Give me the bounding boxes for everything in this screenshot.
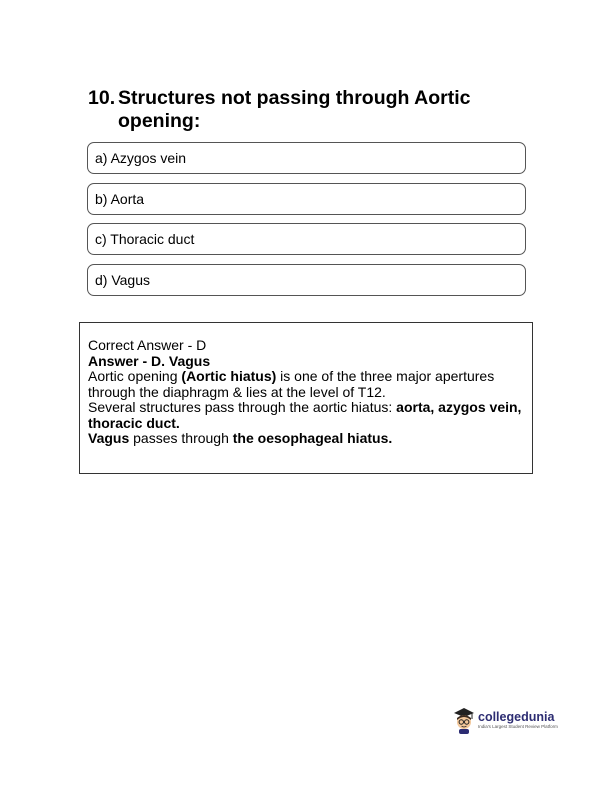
explanation-bold: the oesophageal hiatus. bbox=[232, 430, 393, 446]
correct-answer-line: Correct Answer - D bbox=[88, 337, 207, 353]
answer-heading: Answer - D. Vagus bbox=[88, 352, 211, 369]
logo-text bbox=[478, 710, 558, 730]
explanation-text: is one of the three major apertures through the diaphragm & lies at the level of T12. bbox=[88, 368, 495, 400]
question-number: 10. bbox=[88, 87, 116, 109]
explanation-bold: aorta, azygos vein, thoracic duct. bbox=[88, 399, 522, 431]
explanation-text: Aortic opening bbox=[88, 368, 182, 384]
option-b[interactable]: b) Aorta bbox=[87, 183, 526, 215]
logo-tagline: India's Largest Student Review Platform bbox=[478, 724, 558, 729]
option-d[interactable]: d) Vagus bbox=[87, 264, 526, 296]
question-heading bbox=[88, 87, 528, 133]
option-a[interactable]: a) Azygos vein bbox=[87, 142, 526, 174]
explanation-paragraph-1 bbox=[88, 369, 524, 400]
question-text: Structures not passing through Aortic opening: bbox=[118, 87, 471, 132]
explanation-paragraph-3 bbox=[88, 431, 524, 447]
explanation-paragraph-2 bbox=[88, 400, 524, 431]
collegedunia-logo bbox=[452, 704, 558, 736]
logo-wordmark: collegedunia bbox=[478, 710, 555, 724]
explanation-text: Several structures pass through the aortic hiatus: bbox=[88, 399, 397, 415]
answer-explanation-box bbox=[79, 322, 533, 474]
mascot-icon bbox=[452, 706, 476, 734]
explanation-bold: (Aortic hiatus) bbox=[181, 368, 277, 384]
explanation-text: passes through bbox=[129, 430, 233, 446]
option-c[interactable]: c) Thoracic duct bbox=[87, 223, 526, 255]
explanation-bold: Vagus bbox=[88, 430, 130, 446]
options-list bbox=[87, 142, 526, 304]
